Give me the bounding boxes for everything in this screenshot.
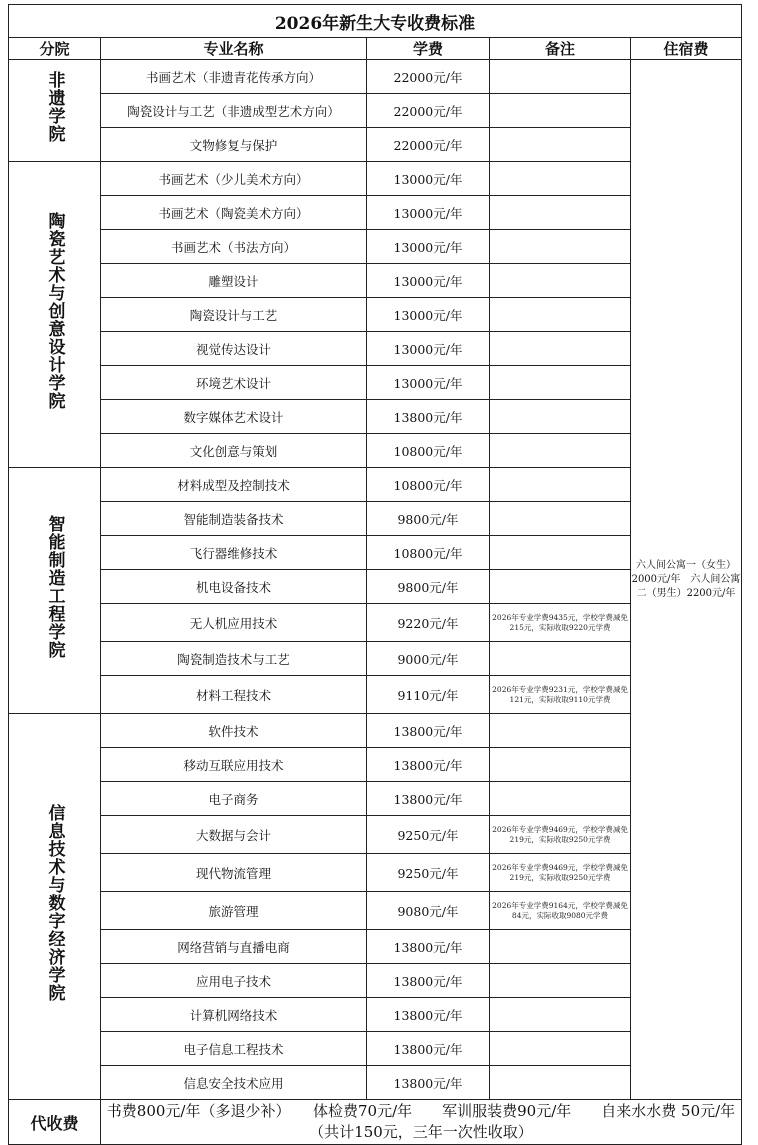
major-name: 书画艺术（非遗青花传承方向） bbox=[101, 60, 367, 94]
fee-note bbox=[490, 94, 631, 128]
table-row bbox=[9, 60, 742, 94]
fee-note: 2026年专业学费9231元，学校学费减免121元，实际收取9110元学费 bbox=[490, 676, 631, 714]
major-name: 书画艺术（少儿美术方向） bbox=[101, 162, 367, 196]
tuition-fee: 9110元/年 bbox=[367, 676, 490, 714]
major-name: 陶瓷制造技术与工艺 bbox=[101, 642, 367, 676]
tuition-fee: 22000元/年 bbox=[367, 60, 490, 94]
tuition-fee: 13800元/年 bbox=[367, 748, 490, 782]
fee-note bbox=[490, 400, 631, 434]
fee-note bbox=[490, 998, 631, 1032]
fee-note bbox=[490, 162, 631, 196]
fee-note bbox=[490, 714, 631, 748]
fee-note bbox=[490, 570, 631, 604]
header-college: 分院 bbox=[9, 38, 101, 60]
major-name: 书画艺术（陶瓷美术方向） bbox=[101, 196, 367, 230]
fee-note bbox=[490, 748, 631, 782]
fee-table-body bbox=[9, 60, 742, 1100]
tuition-fee: 13000元/年 bbox=[367, 298, 490, 332]
major-name: 移动互联应用技术 bbox=[101, 748, 367, 782]
tuition-fee: 13000元/年 bbox=[367, 230, 490, 264]
fee-note bbox=[490, 196, 631, 230]
tuition-fee: 9250元/年 bbox=[367, 854, 490, 892]
tuition-fee: 13800元/年 bbox=[367, 714, 490, 748]
fee-note: 2026年专业学费9469元，学校学费减免219元，实际收取9250元学费 bbox=[490, 854, 631, 892]
major-name: 电子商务 bbox=[101, 782, 367, 816]
major-name: 旅游管理 bbox=[101, 892, 367, 930]
tuition-fee: 22000元/年 bbox=[367, 94, 490, 128]
header-dorm: 住宿费 bbox=[631, 38, 742, 60]
college-name-text: 智能制造工程学院 bbox=[44, 515, 65, 659]
major-name: 文化创意与策划 bbox=[101, 434, 367, 468]
fee-note: 2026年专业学费9435元，学校学费减免215元，实际收取9220元学费 bbox=[490, 604, 631, 642]
header-major: 专业名称 bbox=[101, 38, 367, 60]
fee-note bbox=[490, 434, 631, 468]
fee-note bbox=[490, 298, 631, 332]
major-name: 视觉传达设计 bbox=[101, 332, 367, 366]
major-name: 雕塑设计 bbox=[101, 264, 367, 298]
major-name: 软件技术 bbox=[101, 714, 367, 748]
tuition-fee: 13800元/年 bbox=[367, 782, 490, 816]
major-name: 信息安全技术应用 bbox=[101, 1066, 367, 1100]
major-name: 网络营销与直播电商 bbox=[101, 930, 367, 964]
fee-note bbox=[490, 128, 631, 162]
fee-note bbox=[490, 60, 631, 94]
tuition-fee: 10800元/年 bbox=[367, 434, 490, 468]
fee-note bbox=[490, 264, 631, 298]
major-name: 文物修复与保护 bbox=[101, 128, 367, 162]
major-name: 陶瓷设计与工艺（非遗成型艺术方向） bbox=[101, 94, 367, 128]
tuition-fee: 9000元/年 bbox=[367, 642, 490, 676]
major-name: 材料成型及控制技术 bbox=[101, 468, 367, 502]
tuition-fee: 9220元/年 bbox=[367, 604, 490, 642]
major-name: 智能制造装备技术 bbox=[101, 502, 367, 536]
fee-table bbox=[8, 4, 742, 1145]
major-name: 数字媒体艺术设计 bbox=[101, 400, 367, 434]
tuition-fee: 13000元/年 bbox=[367, 332, 490, 366]
college-name bbox=[9, 162, 101, 468]
tuition-fee: 9800元/年 bbox=[367, 570, 490, 604]
major-name: 飞行器维修技术 bbox=[101, 536, 367, 570]
tuition-fee: 13000元/年 bbox=[367, 196, 490, 230]
agency-fee-text: 书费800元/年（多退少补） 体检费70元/年 军训服装费90元/年 自来水水费 50元/年（共计150元，三年一次性收取） bbox=[101, 1100, 742, 1145]
agency-fee-label: 代收费 bbox=[9, 1100, 101, 1145]
header-tuition: 学费 bbox=[367, 38, 490, 60]
college-name-text: 陶瓷艺术与创意设计学院 bbox=[44, 212, 65, 410]
fee-note bbox=[490, 536, 631, 570]
fee-note: 2026年专业学费9164元，学校学费减免84元，实际收取9080元学费 bbox=[490, 892, 631, 930]
fee-note bbox=[490, 1032, 631, 1066]
major-name: 机电设备技术 bbox=[101, 570, 367, 604]
tuition-fee: 13800元/年 bbox=[367, 400, 490, 434]
header-notes: 备注 bbox=[490, 38, 631, 60]
tuition-fee: 10800元/年 bbox=[367, 468, 490, 502]
major-name: 应用电子技术 bbox=[101, 964, 367, 998]
tuition-fee: 13800元/年 bbox=[367, 964, 490, 998]
fee-note: 2026年专业学费9469元，学校学费减免219元，实际收取9250元学费 bbox=[490, 816, 631, 854]
table-title: 2026年新生大专收费标准 bbox=[9, 5, 742, 38]
tuition-fee: 22000元/年 bbox=[367, 128, 490, 162]
fee-note bbox=[490, 1066, 631, 1100]
tuition-fee: 10800元/年 bbox=[367, 536, 490, 570]
fee-note bbox=[490, 502, 631, 536]
tuition-fee: 9800元/年 bbox=[367, 502, 490, 536]
college-name-text: 信息技术与数字经济学院 bbox=[44, 804, 65, 1002]
major-name: 大数据与会计 bbox=[101, 816, 367, 854]
fee-note bbox=[490, 782, 631, 816]
college-name-text: 非遗学院 bbox=[44, 71, 65, 143]
major-name: 电子信息工程技术 bbox=[101, 1032, 367, 1066]
major-name: 材料工程技术 bbox=[101, 676, 367, 714]
fee-note bbox=[490, 366, 631, 400]
tuition-fee: 13800元/年 bbox=[367, 1066, 490, 1100]
major-name: 现代物流管理 bbox=[101, 854, 367, 892]
major-name: 陶瓷设计与工艺 bbox=[101, 298, 367, 332]
dorm-fee: 六人间公寓一（女生）2000元/年 六人间公寓二（男生）2200元/年 bbox=[631, 60, 742, 1100]
fee-note bbox=[490, 468, 631, 502]
college-name bbox=[9, 60, 101, 162]
tuition-fee: 9250元/年 bbox=[367, 816, 490, 854]
tuition-fee: 13800元/年 bbox=[367, 998, 490, 1032]
tuition-fee: 13000元/年 bbox=[367, 162, 490, 196]
college-name bbox=[9, 468, 101, 714]
tuition-fee: 13800元/年 bbox=[367, 1032, 490, 1066]
major-name: 书画艺术（书法方向） bbox=[101, 230, 367, 264]
tuition-fee: 13000元/年 bbox=[367, 264, 490, 298]
major-name: 计算机网络技术 bbox=[101, 998, 367, 1032]
tuition-fee: 13000元/年 bbox=[367, 366, 490, 400]
fee-note bbox=[490, 230, 631, 264]
fee-note bbox=[490, 642, 631, 676]
major-name: 无人机应用技术 bbox=[101, 604, 367, 642]
tuition-fee: 9080元/年 bbox=[367, 892, 490, 930]
fee-note bbox=[490, 332, 631, 366]
tuition-fee: 13800元/年 bbox=[367, 930, 490, 964]
fee-note bbox=[490, 930, 631, 964]
fee-note bbox=[490, 964, 631, 998]
college-name bbox=[9, 714, 101, 1100]
major-name: 环境艺术设计 bbox=[101, 366, 367, 400]
